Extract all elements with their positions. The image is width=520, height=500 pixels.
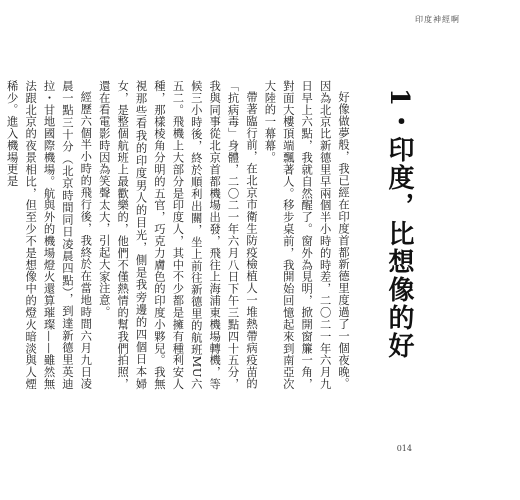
- page-number: 014: [396, 444, 412, 453]
- paragraph: 帶著臨行前，在北京市衛生防疫檢植人一堆熱帶病疫苗的「抗病毒」身體，二〇二一年六月八日下午三點四十五分，我與同事從北京首都機場出發，飛往上海浦東機場轉機，等候三小時後，終於順利出關，坐上前往新德里的航班MU六五二。飛機上大部分是印度人，其中不少都是擁有種利安人種，那樣棱角分明的五官，巧克力膚色的印度小夥兒。我無視那些看我的印度男人的目光，側是我旁邊的四個日本婦女，是整個航班上最歡樂的，他們不僅熱情的幫我們拍照，還在看電影時因為笑聲太大，引起大家注意。: [97, 80, 258, 390]
- chapter-title: 1・印度，比想像的好: [384, 88, 414, 361]
- paragraph: 經歷六個半小時的飛行後，我終於在當地時間六月九日凌晨一點三十分（北京時間同日凌晨四點），到達新德里英迪拉・甘地國際機場。航與外的機場燈火還算璀璨——雖然無法跟北京的夜景相比，但至少不是想像中的燈火暗淡與人煙稀少。進入機場更是: [5, 80, 93, 390]
- paragraph: 好像做夢般，我已經在印度首都新德里度過了一個夜晚。因為北京比新德里早兩個半小時的時差，二〇二一年六月九日早上六點，我就自然醒了。窗外為見明，掀開窗簾一角，對面大樓頂端飄著人。移步桌前，我開始回憶起來到南亞次大陸的一幕幕。: [263, 80, 350, 390]
- body-text: [5, 80, 352, 390]
- running-head: 印度神經啊: [415, 15, 460, 24]
